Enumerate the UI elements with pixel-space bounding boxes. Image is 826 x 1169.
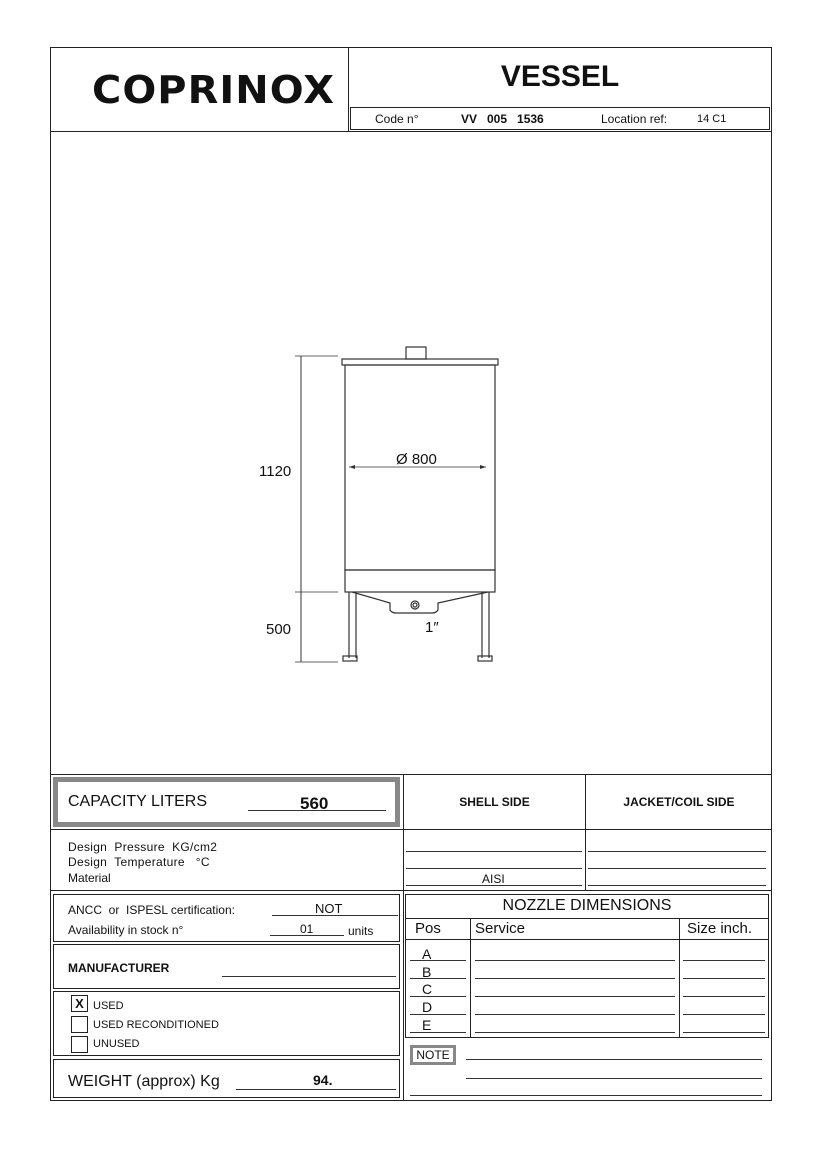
sides-header-line: [50, 829, 772, 830]
design-bottom-line: [50, 890, 772, 891]
nozzle-table-title: NOZZLE DIMENSIONS: [502, 897, 672, 914]
weight-value: 94.: [313, 1072, 333, 1088]
used-label: USED: [93, 1000, 124, 1012]
cert-value: NOT: [315, 901, 343, 916]
stock-label: Availability in stock n°: [68, 923, 184, 937]
nozzle-header-size: Size inch.: [687, 920, 753, 937]
page-title: VESSEL: [500, 60, 620, 93]
table-center-divider: [403, 774, 404, 1101]
stock-units: units: [348, 924, 374, 938]
diameter-dimension: Ø 800: [396, 451, 437, 468]
stock-value: 01: [300, 922, 314, 936]
used-checkbox[interactable]: X: [71, 995, 88, 1012]
nozzle-pos-d: D: [422, 999, 433, 1015]
shell-side-header: SHELL SIDE: [459, 795, 530, 809]
outlet-size: 1″: [425, 619, 439, 636]
design-pressure-label: Design Pressure KG/cm2: [68, 840, 218, 854]
nozzle-pos-e: E: [422, 1017, 432, 1033]
nozzle-pos-a: A: [422, 946, 432, 962]
location-value: 14 C1: [697, 113, 727, 125]
coprinox-logo: COPRINOX: [92, 68, 336, 112]
weight-label: WEIGHT (approx) Kg: [68, 1073, 220, 1090]
manufacturer-label: MANUFACTURER: [68, 961, 170, 975]
jacket-side-header: JACKET/COIL SIDE: [623, 795, 735, 809]
unused-checkbox[interactable]: [71, 1036, 88, 1053]
used-reconditioned-label: USED RECONDITIONED: [93, 1019, 219, 1031]
design-temperature-label: Design Temperature °C: [68, 855, 210, 869]
code-value: VV 005 1536: [461, 112, 544, 126]
shell-jacket-divider: [585, 774, 586, 890]
shell-material-value: AISI: [482, 872, 505, 886]
used-reconditioned-checkbox[interactable]: [71, 1016, 88, 1033]
material-label: Material: [68, 871, 111, 885]
nozzle-header-service: Service: [475, 920, 526, 937]
capacity-value: 560: [300, 794, 329, 813]
code-label: Code n°: [375, 112, 419, 126]
note-label: NOTE: [410, 1045, 456, 1065]
nozzle-pos-b: B: [422, 964, 432, 980]
leg-foot-right: [478, 656, 492, 661]
legs-dimension: 500: [266, 621, 292, 638]
vessel-lid: [342, 359, 498, 365]
capacity-label: CAPACITY LITERS: [68, 793, 207, 810]
lid-handle: [406, 347, 426, 359]
leg-foot-left: [343, 656, 357, 661]
unused-label: UNUSED: [93, 1038, 140, 1050]
location-label: Location ref:: [601, 112, 668, 126]
vessel-bottom-band: [345, 570, 495, 592]
height-dimension: 1120: [259, 463, 292, 480]
conical-bottom: [352, 592, 488, 613]
cert-label: ANCC or ISPESL certification:: [68, 903, 235, 917]
nozzle-header-pos: Pos: [415, 920, 441, 937]
nozzle-table: [405, 894, 769, 1038]
table-top-line: [50, 774, 772, 775]
outlet-nozzle: [411, 601, 419, 609]
nozzle-pos-c: C: [422, 981, 433, 997]
